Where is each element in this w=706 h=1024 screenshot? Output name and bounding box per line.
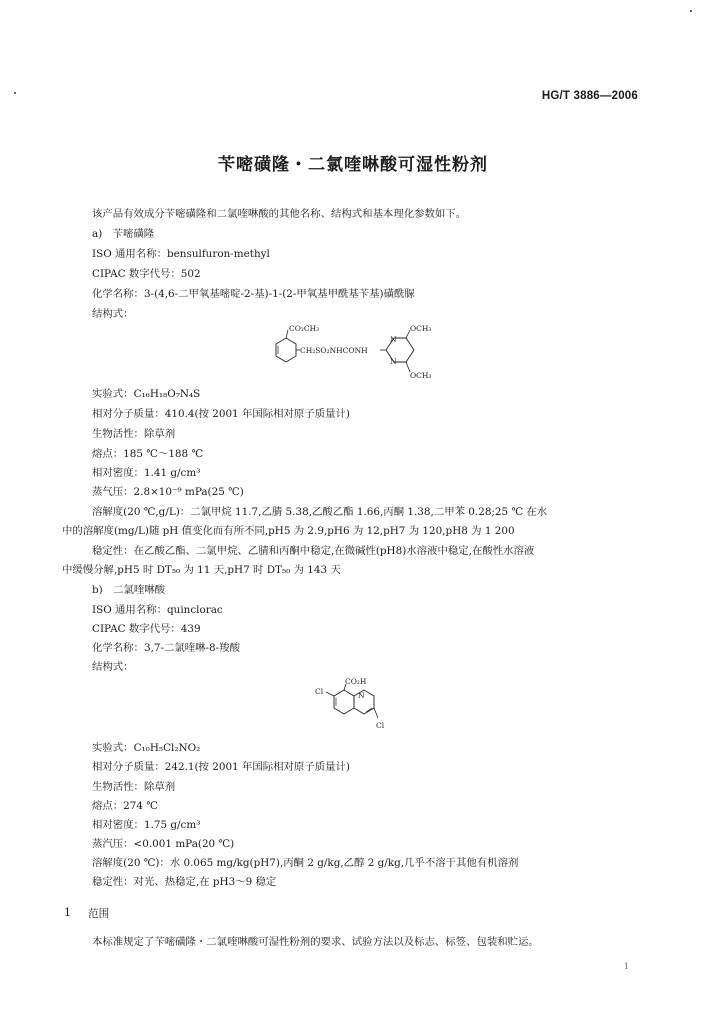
part-b-melting-point: 熔点：274 ℃ xyxy=(92,800,158,812)
part-a-bio-activity: 生物活性：除草剂 xyxy=(92,428,176,440)
part-a-melting-point: 熔点：185 ℃～188 ℃ xyxy=(92,448,204,460)
part-a-heading: a) 苄嘧磺隆 xyxy=(92,228,155,240)
document-title: 苄嘧磺隆・二氯喹啉酸可湿性粉剂 xyxy=(218,155,488,175)
label-cl-right: Cl xyxy=(376,721,385,730)
part-a-stability-line1: 稳定性：在乙酸乙酯、二氯甲烷、乙腈和丙酮中稳定,在微碱性(pH8)水溶液中稳定,在酸性水溶液 xyxy=(92,545,535,557)
part-b-cipac: CIPAC 数字代号：439 xyxy=(92,623,201,635)
label-och3-bottom: OCH₃ xyxy=(410,371,432,380)
part-a-molecular-weight: 相对分子质量：410.4(按 2001 年国际相对原子质量计) xyxy=(92,408,350,420)
bond-cl-right xyxy=(374,708,378,718)
part-a-structure-label: 结构式： xyxy=(92,308,134,320)
label-n-top: N xyxy=(390,335,397,344)
part-a-chemical-name: 化学名称：3-(4,6-二甲氧基嘧啶-2-基)-1-(2-甲氧基甲酰基苄基)磺酰脲 xyxy=(92,288,415,300)
label-co2ch3: CO₂CH₃ xyxy=(289,324,320,333)
quinclorac-structure xyxy=(312,674,412,736)
part-a-empirical-formula xyxy=(92,388,200,401)
section-number: 1 xyxy=(64,906,71,919)
formula-value: C₁₆H₁₈O₇N₄S xyxy=(133,388,201,400)
bond-cl-left xyxy=(326,692,334,696)
label-n-bottom: N xyxy=(390,357,397,366)
bensulfuron-structure xyxy=(258,320,458,382)
formula-prefix: 实验式： xyxy=(92,388,134,400)
standard-number: HG/T 3886—2006 xyxy=(541,90,638,102)
label-chain: CH₂SO₂NHCONH xyxy=(300,346,368,355)
formula-prefix: 实验式： xyxy=(92,742,134,754)
page-number: 1 xyxy=(624,962,630,971)
part-b-structure-label: 结构式： xyxy=(92,661,134,673)
part-a-stability-line2: 中缓慢分解,pH5 时 DT₅₀ 为 11 天,pH7 时 DT₅₀ 为 143 天 xyxy=(62,564,341,576)
part-a-iso-name: ISO 通用名称：bensulfuron-methyl xyxy=(92,248,270,260)
part-a-cipac: CIPAC 数字代号：502 xyxy=(92,268,201,280)
intro-text: 该产品有效成分苄嘧磺隆和二氯喹啉酸的其他名称、结构式和基本理化参数如下。 xyxy=(92,208,467,220)
formula-value: C₁₀H₅Cl₂NO₂ xyxy=(133,742,201,754)
part-a-density: 相对密度：1.41 g/cm³ xyxy=(92,467,201,479)
part-b-bio-activity: 生物活性：除草剂 xyxy=(92,781,176,793)
part-b-empirical-formula xyxy=(92,742,200,755)
benzo-ring xyxy=(334,690,354,714)
part-b-heading: b) 二氯喹啉酸 xyxy=(92,584,166,596)
label-cl-left: Cl xyxy=(315,687,324,696)
scan-speck xyxy=(14,92,16,94)
label-n: N xyxy=(358,691,365,700)
part-b-density: 相对密度：1.75 g/cm³ xyxy=(92,819,201,831)
benzene-ring xyxy=(276,338,296,362)
part-a-solubility-line2: 中的溶解度(mg/L)随 pH 值变化而有所不同,pH5 为 2.9,pH6 为 12,pH7 为 120,pH8 为 1 200 xyxy=(62,525,515,537)
part-b-chemical-name: 化学名称：3,7-二氯喹啉-8-羧酸 xyxy=(92,642,240,654)
part-b-iso-name: ISO 通用名称：quinclorac xyxy=(92,604,223,616)
part-a-solubility-line1: 溶解度(20 ℃,g/L)：二氯甲烷 11.7,乙腈 5.38,乙酸乙酯 1.66,丙酮 1.38,二甲苯 0.28;25 ℃ 在水 xyxy=(92,506,548,518)
part-b-molecular-weight: 相对分子质量：242.1(按 2001 年国际相对原子质量计) xyxy=(92,761,350,773)
part-b-stability: 稳定性：对光、热稳定,在 pH3～9 稳定 xyxy=(92,876,277,888)
part-b-vapor-pressure: 蒸汽压：<0.001 mPa(20 ℃) xyxy=(92,838,235,850)
section-body: 本标准规定了苄嘧磺隆・二氯喹啉酸可湿性粉剂的要求、试验方法以及标志、标签、包装和贮运。 xyxy=(92,936,539,948)
part-a-vapor-pressure: 蒸气压：2.8×10⁻⁹ mPa(25 ℃) xyxy=(92,486,244,498)
scan-speck xyxy=(690,10,692,12)
label-co2h: CO₂H xyxy=(345,677,367,686)
label-och3-top: OCH₃ xyxy=(410,324,432,333)
part-b-solubility: 溶解度(20 ℃)：水 0.065 mg/kg(pH7),丙酮 2 g/kg,乙醇 2 g/kg,几乎不溶于其他有机溶剂 xyxy=(92,857,519,869)
section-title: 范围 xyxy=(88,908,110,920)
bond-ester xyxy=(286,330,288,338)
